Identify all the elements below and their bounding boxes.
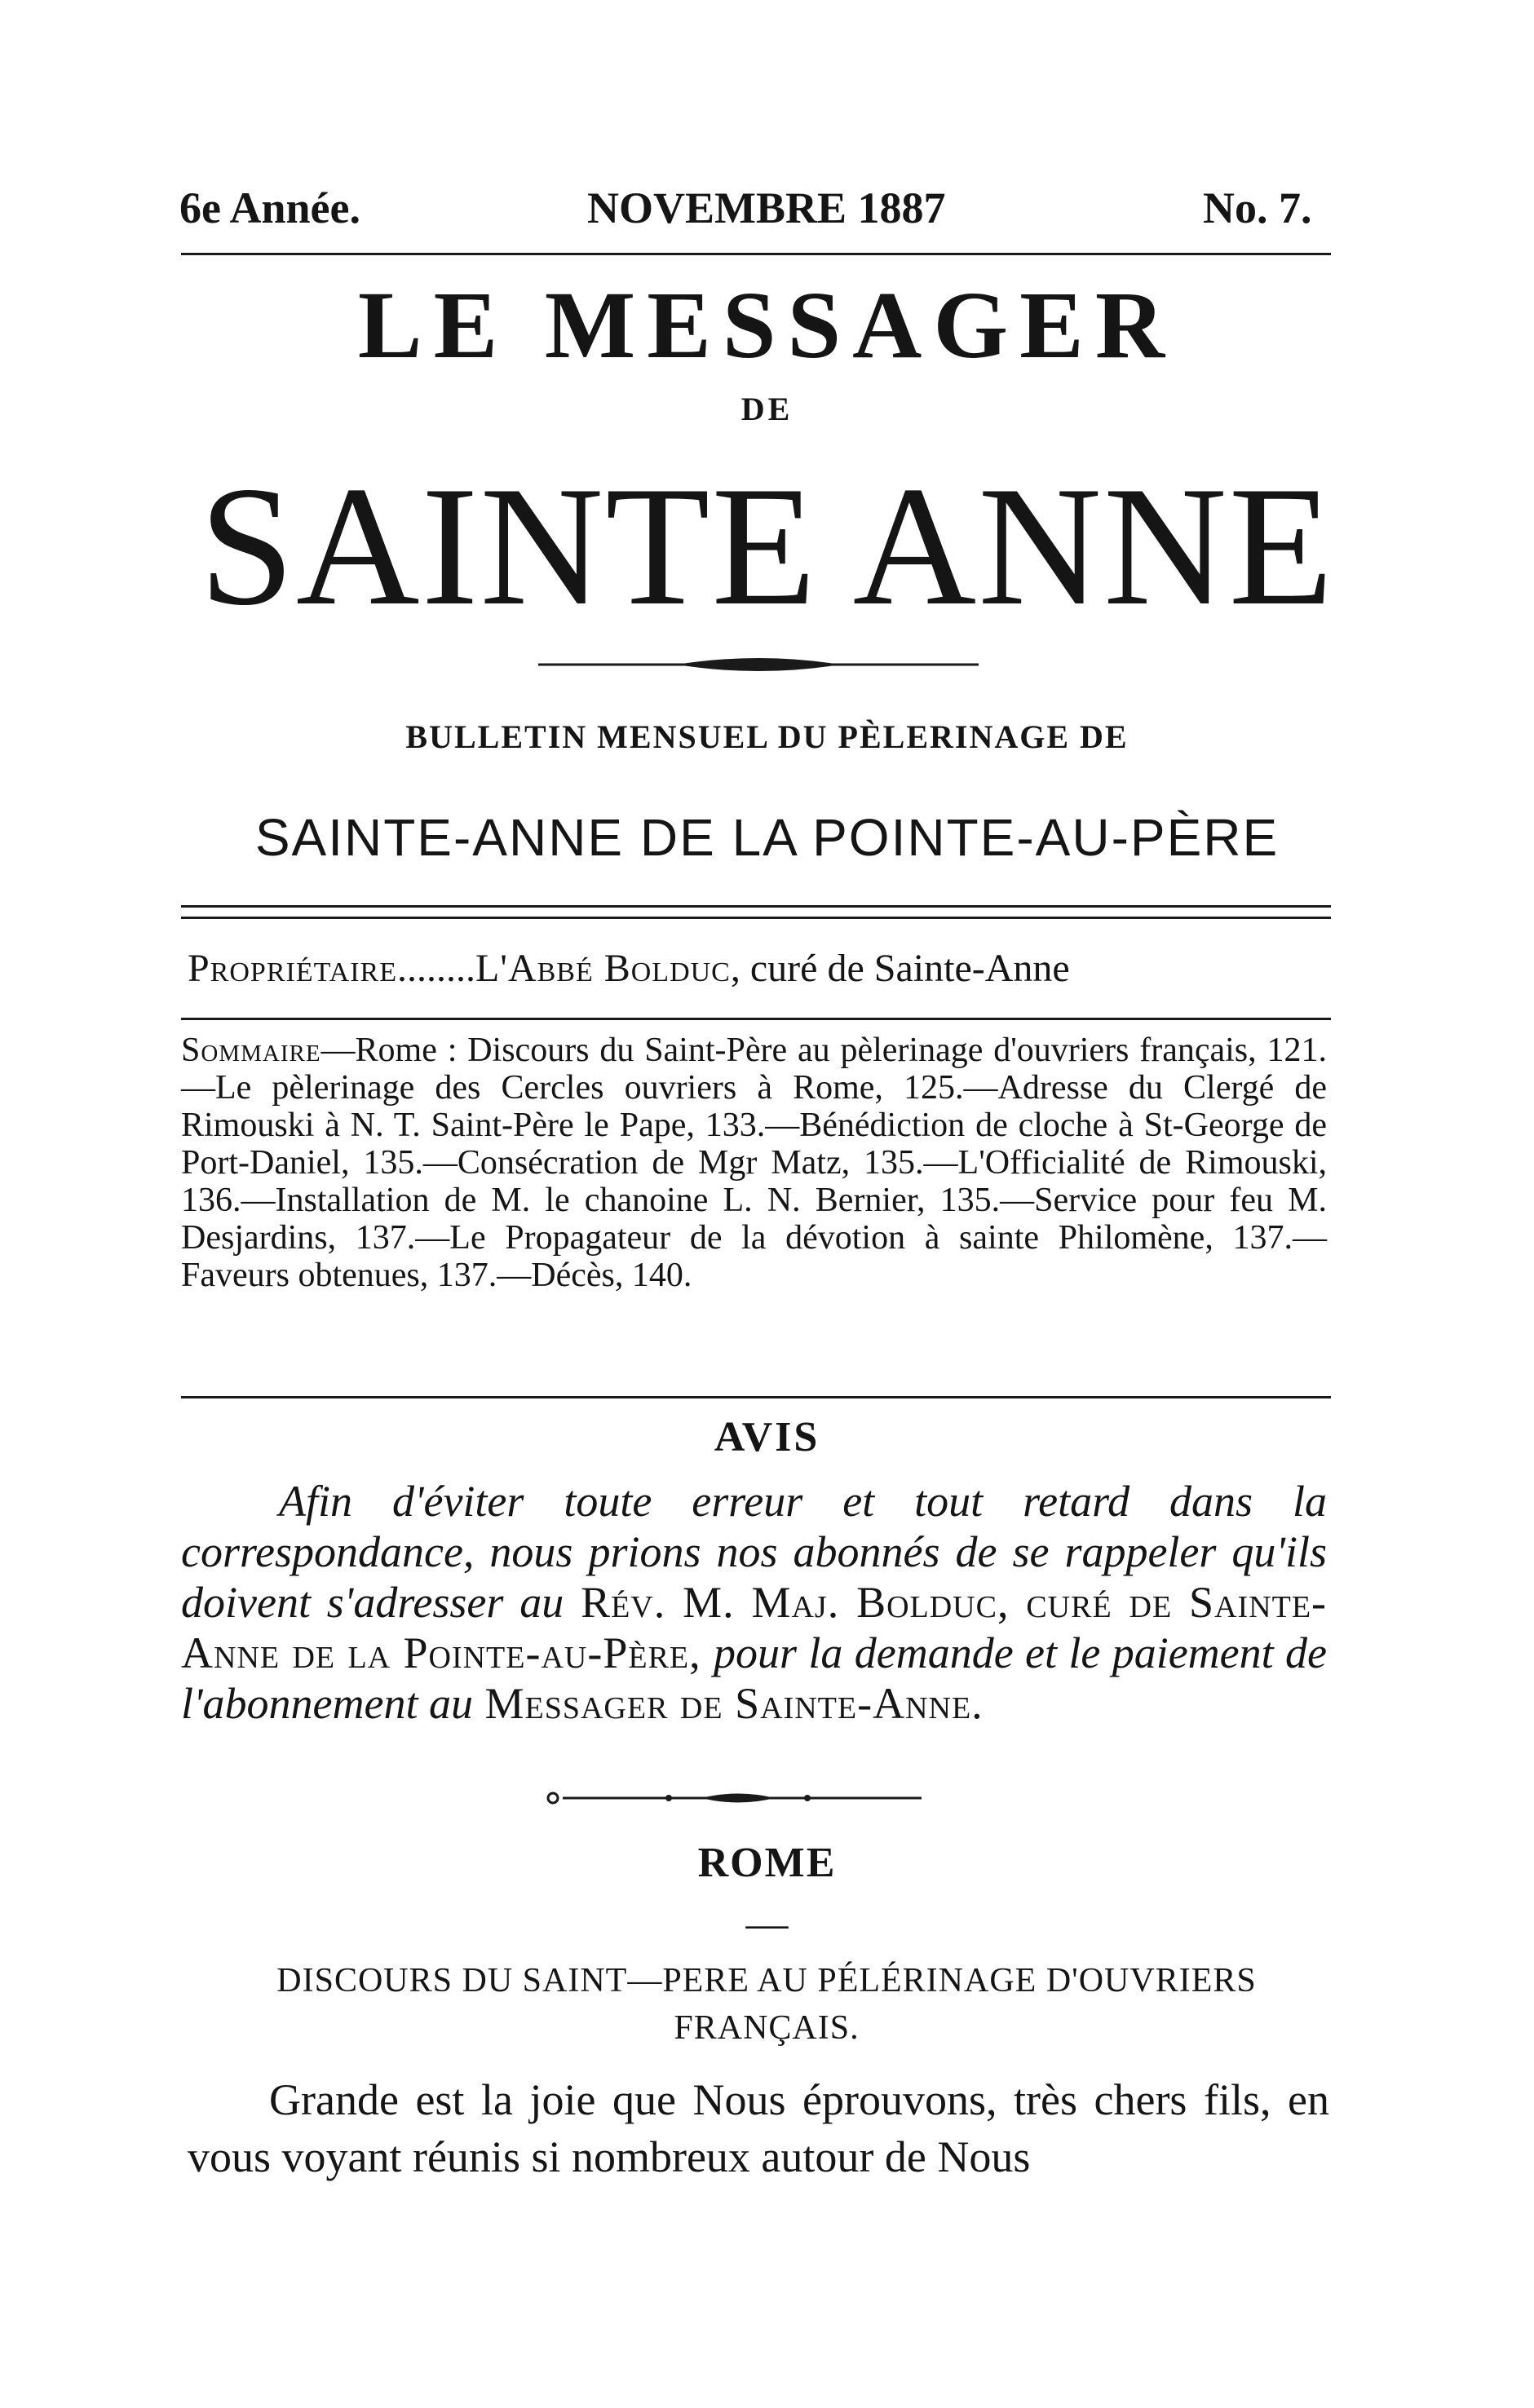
proprietor-rest: , curé de Sainte-Anne <box>730 947 1070 990</box>
sommaire-text: —Rome : Discours du Saint-Père au pèlerinage d'ouvriers français, 121.—Le pèlerinage des Cercles ouvriers à Rome, 125.—Adresse du Clergé de Rimouski à N. T. Saint-Père le Pape, 133.—Bénédiction de cloche à St-George de Port-Daniel, 135.—Consécration de Mgr Matz, 135.—L'Officialité de Rimouski, 136.—Installation de M. le chanoine L. N. Bernier, 135.—Service pour feu M. Desjardins, 137.—Le Propagateur de la dévotion à sainte Philomène, 137.—Faveurs obtenues, 137.—Décès, 140. <box>181 1032 1327 1294</box>
proprietor-name: L'Abbé Bolduc <box>475 947 731 990</box>
sommaire-paragraph <box>181 1032 1327 1294</box>
avis-text-3: pour la demande et le paiement de l'abonnement au <box>181 1628 1327 1728</box>
avis-heading: AVIS <box>714 1414 820 1460</box>
article-body <box>188 2071 1329 2185</box>
double-rule-bottom <box>181 917 1331 919</box>
title-de: DE <box>740 391 794 427</box>
bulletin-subtitle: BULLETIN MENSUEL DU PÈLERINAGE DE <box>405 718 1129 755</box>
issue-date: NOVEMBRE 1887 <box>587 183 946 232</box>
issue-number: No. 7. <box>1203 183 1312 232</box>
avis-text-2: Rév. M. Maj. Bolduc, curé de Sainte-Anne de la Pointe-au-Père, <box>181 1578 1328 1677</box>
title-sainte-anne: SAINTE ANNE <box>199 452 1335 641</box>
title-le-messager: LE MESSAGER <box>357 272 1177 378</box>
header-rule <box>181 253 1331 255</box>
article-heading: DISCOURS DU SAINT—PERE AU PÉLÉRINAGE D'OUVRIERS FRANÇAIS. <box>276 1962 1257 2047</box>
double-rule-top <box>181 905 1331 908</box>
avis-text-4: Messager de Sainte-Anne. <box>473 1679 984 1728</box>
pilgrimage-place: SAINTE-ANNE DE LA POINTE-AU-PÈRE <box>254 808 1280 867</box>
sommaire-rule <box>181 1396 1331 1398</box>
proprietor-label: Propriétaire <box>188 947 397 990</box>
ornament-rule <box>538 648 979 681</box>
section-dash: — <box>745 1901 789 1947</box>
proprietor-dots: ........ <box>396 947 475 990</box>
proprietor-rule <box>181 1018 1331 1020</box>
year-label: 6e Année. <box>179 183 360 232</box>
article-paragraph: Grande est la joie que Nous éprouvons, très chers fils, en vous voyant réunis si nombreux autour de Nous <box>188 2075 1329 2181</box>
proprietor-line <box>188 946 1325 991</box>
section-rome: ROME <box>697 1840 837 1886</box>
avis-paragraph <box>181 1476 1327 1729</box>
ornament-divider <box>546 1786 922 1810</box>
avis-text-1: Afin d'éviter toute erreur et tout retard dans la correspondance, nous prions nos abonnés de se rappeler qu'ils doivent s'adresser au <box>181 1477 1327 1627</box>
sommaire-label: Sommaire <box>181 1032 321 1069</box>
